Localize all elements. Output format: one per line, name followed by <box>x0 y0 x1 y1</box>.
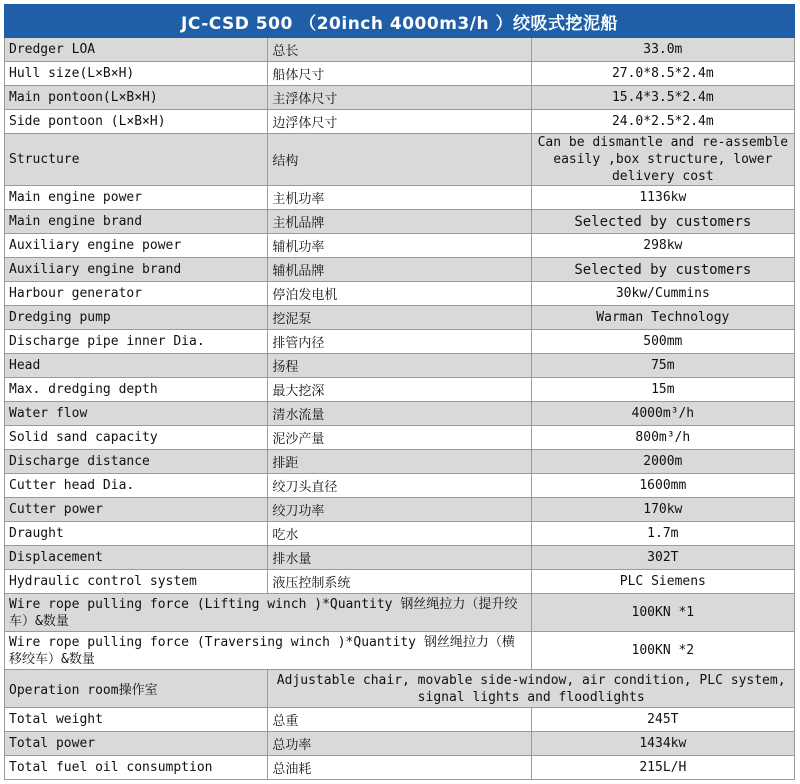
row-label-en: Structure <box>5 134 268 186</box>
table-row <box>5 426 795 450</box>
row-label-cn: 扬程 <box>268 354 531 378</box>
row-value: 215L/H <box>531 756 794 780</box>
table-row <box>5 110 795 134</box>
row-label-cn: 泥沙产量 <box>268 426 531 450</box>
row-value: Can be dismantle and re-assemble easily ,box structure, lower delivery cost <box>531 134 794 186</box>
row-label-en: Total fuel oil consumption <box>5 756 268 780</box>
table-row <box>5 632 795 670</box>
row-value: Adjustable chair, movable side-window, air condition, PLC system, signal lights and floodlights <box>268 670 795 708</box>
row-value: 4000m³/h <box>531 402 794 426</box>
title-row <box>5 5 795 38</box>
row-value: 500mm <box>531 330 794 354</box>
row-label-en: Displacement <box>5 546 268 570</box>
row-value: 1.7m <box>531 522 794 546</box>
row-label-en: Main pontoon(L×B×H) <box>5 86 268 110</box>
row-label-en: Cutter power <box>5 498 268 522</box>
row-label-cn: 清水流量 <box>268 402 531 426</box>
table-title: JC-CSD 500 （20inch 4000m3/h ）绞吸式挖泥船 <box>5 5 795 38</box>
row-value: 298kw <box>531 234 794 258</box>
table-row <box>5 474 795 498</box>
row-value: Warman Technology <box>531 306 794 330</box>
row-value: 24.0*2.5*2.4m <box>531 110 794 134</box>
row-value: 15.4*3.5*2.4m <box>531 86 794 110</box>
row-label-cn: 排管内径 <box>268 330 531 354</box>
row-label-en: Head <box>5 354 268 378</box>
row-label-en: Cutter head Dia. <box>5 474 268 498</box>
table-row <box>5 282 795 306</box>
row-label-cn: 结构 <box>268 134 531 186</box>
table-row <box>5 450 795 474</box>
table-row <box>5 134 795 186</box>
table-row <box>5 62 795 86</box>
row-value: 800m³/h <box>531 426 794 450</box>
row-label-en: Hull size(L×B×H) <box>5 62 268 86</box>
row-value: Selected by customers <box>531 258 794 282</box>
table-row <box>5 234 795 258</box>
row-value: 1136kw <box>531 186 794 210</box>
table-row <box>5 756 795 780</box>
table-row <box>5 498 795 522</box>
table-row <box>5 38 795 62</box>
table-row <box>5 186 795 210</box>
row-label-cn: 绞刀功率 <box>268 498 531 522</box>
row-value: 1600mm <box>531 474 794 498</box>
table-row <box>5 258 795 282</box>
row-label: Wire rope pulling force (Traversing winch )*Quantity 钢丝绳拉力（横移绞车）&数量 <box>5 632 532 670</box>
row-label-cn: 停泊发电机 <box>268 282 531 306</box>
row-label-cn: 吃水 <box>268 522 531 546</box>
table-row <box>5 732 795 756</box>
row-label-cn: 总功率 <box>268 732 531 756</box>
row-label-en: Auxiliary engine brand <box>5 258 268 282</box>
row-label-cn: 主浮体尺寸 <box>268 86 531 110</box>
row-value: PLC Siemens <box>531 570 794 594</box>
row-value: 30kw/Cummins <box>531 282 794 306</box>
table-row <box>5 708 795 732</box>
row-label-en: Main engine power <box>5 186 268 210</box>
row-value: 100KN *2 <box>531 632 794 670</box>
row-label-en: Side pontoon (L×B×H) <box>5 110 268 134</box>
row-value: 75m <box>531 354 794 378</box>
row-value: 100KN *1 <box>531 594 794 632</box>
row-value: Selected by customers <box>531 210 794 234</box>
row-label-en: Discharge pipe inner Dia. <box>5 330 268 354</box>
table-row <box>5 570 795 594</box>
row-label-cn: 总油耗 <box>268 756 531 780</box>
row-label-en: Max. dredging depth <box>5 378 268 402</box>
row-value: 27.0*8.5*2.4m <box>531 62 794 86</box>
row-value: 15m <box>531 378 794 402</box>
row-label-cn: 主机功率 <box>268 186 531 210</box>
row-label-cn: 挖泥泵 <box>268 306 531 330</box>
row-label-cn: 总重 <box>268 708 531 732</box>
table-row <box>5 210 795 234</box>
table-row <box>5 378 795 402</box>
row-label-en: Water flow <box>5 402 268 426</box>
row-label-cn: 总长 <box>268 38 531 62</box>
row-label-en: Discharge distance <box>5 450 268 474</box>
row-label-cn: 辅机品牌 <box>268 258 531 282</box>
row-value: 170kw <box>531 498 794 522</box>
row-value: 33.0m <box>531 38 794 62</box>
spec-table <box>4 4 795 780</box>
row-label-cn: 绞刀头直径 <box>268 474 531 498</box>
row-label-en: Total weight <box>5 708 268 732</box>
row-label-cn: 排距 <box>268 450 531 474</box>
table-row <box>5 330 795 354</box>
table-row <box>5 86 795 110</box>
row-label-cn: 最大挖深 <box>268 378 531 402</box>
row-label-cn: 主机品牌 <box>268 210 531 234</box>
table-row <box>5 306 795 330</box>
row-label: Wire rope pulling force (Lifting winch )*Quantity 钢丝绳拉力（提升绞车）&数量 <box>5 594 532 632</box>
table-row <box>5 594 795 632</box>
row-label-cn: 船体尺寸 <box>268 62 531 86</box>
table-row <box>5 522 795 546</box>
table-row <box>5 546 795 570</box>
row-label-en: Main engine brand <box>5 210 268 234</box>
row-value: 1434kw <box>531 732 794 756</box>
row-label-cn: 排水量 <box>268 546 531 570</box>
row-label-cn: 边浮体尺寸 <box>268 110 531 134</box>
row-label-cn: 液压控制系统 <box>268 570 531 594</box>
row-label-en: Total power <box>5 732 268 756</box>
table-row <box>5 402 795 426</box>
row-label-en: Harbour generator <box>5 282 268 306</box>
row-label-en: Auxiliary engine power <box>5 234 268 258</box>
row-label-en: Solid sand capacity <box>5 426 268 450</box>
row-value: 245T <box>531 708 794 732</box>
row-label-en: Hydraulic control system <box>5 570 268 594</box>
row-value: 2000m <box>531 450 794 474</box>
row-label-en: Draught <box>5 522 268 546</box>
row-label: Operation room操作室 <box>5 670 268 708</box>
row-label-cn: 辅机功率 <box>268 234 531 258</box>
table-row <box>5 670 795 708</box>
table-row <box>5 354 795 378</box>
row-value: 302T <box>531 546 794 570</box>
row-label-en: Dredging pump <box>5 306 268 330</box>
row-label-en: Dredger LOA <box>5 38 268 62</box>
spec-table-body <box>5 5 795 780</box>
